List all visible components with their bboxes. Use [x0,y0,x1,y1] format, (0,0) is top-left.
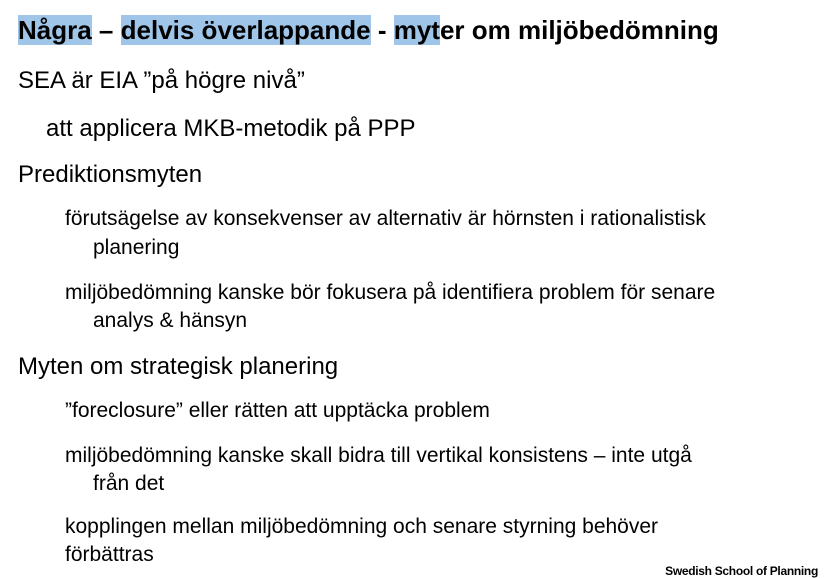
title-dash-2: - [370,15,394,45]
title-highlight-delvis: delvis överlappande [120,15,371,45]
title-highlight-myt: myt [393,15,440,45]
bullet-sea-eia: SEA är EIA ”på högre nivå” [18,67,305,94]
bullet-prediktionsmyten: Prediktionsmyten [18,161,203,188]
bullet-strategisk-planering: Myten om strategisk planering [18,353,339,380]
bullet-mkb-metodik: att applicera MKB-metodik på PPP [46,115,416,142]
title-rest: er om miljöbedömning [439,15,719,45]
title-highlight-nagra: Några [18,15,92,45]
subbullet-kopplingen-cont: förbättras [65,543,154,566]
subbullet-vertikal-cont: från det [93,472,165,495]
title-dash-1: – [91,15,121,45]
subbullet-kopplingen: kopplingen mellan miljöbedömning och senare styrning behöver [65,515,659,538]
subbullet-foreclosure: ”foreclosure” eller rätten att upptäcka problem [65,399,490,422]
subbullet-forutsagelse-cont: planering [93,236,180,259]
slide-title [18,14,719,46]
subbullet-fokusera-cont: analys & hänsyn [93,309,248,332]
subbullet-fokusera: miljöbedömning kanske bör fokusera på identifiera problem för senare [65,281,716,304]
subbullet-vertikal: miljöbedömning kanske skall bidra till vertikal konsistens – inte utgå [65,444,692,467]
footer-logo-text: Swedish School of Planning [665,564,818,578]
subbullet-forutsagelse: förutsägelse av konsekvenser av alternativ är hörnsten i rationalistisk [65,207,706,230]
